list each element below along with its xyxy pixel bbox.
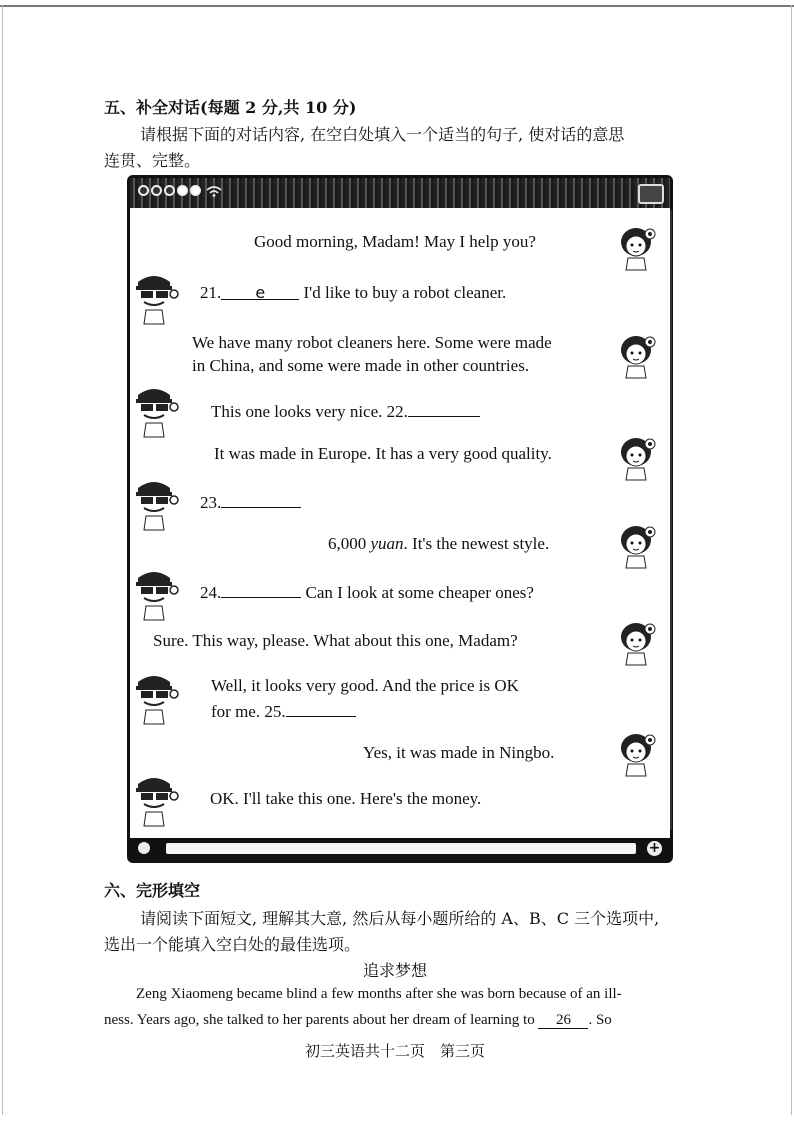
answer-blank-22[interactable] bbox=[408, 400, 480, 417]
dialog-line-3a: We have many robot cleaners here. Some were made bbox=[192, 333, 552, 352]
dialog-line-10a: Well, it looks very good. And the price is OK bbox=[211, 676, 519, 695]
dialog-line-24-rest: Can I look at some cheaper ones? bbox=[305, 583, 534, 602]
passage-line-2 bbox=[104, 1012, 612, 1029]
window-titlebar bbox=[130, 178, 670, 208]
section6-instruction-1: 请阅读下面短文, 理解其大意, 然后从每小题所给的 A、B、C 三个选项中, bbox=[140, 909, 660, 928]
dialog-line-24 bbox=[200, 581, 534, 603]
man-avatar-icon bbox=[134, 383, 180, 439]
dialog-line-7 bbox=[328, 534, 549, 554]
answer-blank-25[interactable] bbox=[286, 700, 356, 717]
page-top-border bbox=[0, 5, 794, 7]
girl-avatar-icon bbox=[612, 520, 664, 570]
dialog-line-23 bbox=[200, 491, 301, 513]
question-number-23: 23. bbox=[200, 493, 222, 512]
man-avatar-icon bbox=[134, 476, 180, 532]
man-avatar-icon bbox=[134, 670, 180, 726]
dialog-line-5: It was made in Europe. It has a very good quality. bbox=[214, 444, 552, 463]
window-close-button[interactable] bbox=[638, 184, 664, 204]
dialog-line-9: Sure. This way, please. What about this one, Madam? bbox=[153, 631, 518, 650]
volume-icon bbox=[138, 842, 150, 854]
plus-icon[interactable]: + bbox=[648, 840, 661, 856]
window-dot-icon bbox=[190, 185, 201, 196]
answer-blank-24[interactable] bbox=[221, 581, 301, 598]
dialog-line-10b-text: for me. 25. bbox=[211, 702, 286, 721]
wifi-icon bbox=[206, 185, 222, 197]
page-footer: 初三英语共十二页 第三页 bbox=[305, 1042, 486, 1060]
question-number-24: 24. bbox=[200, 583, 222, 602]
passage-line-2-end: . So bbox=[588, 1012, 612, 1028]
window-dot-icon bbox=[151, 185, 162, 196]
window-dot-icon bbox=[177, 185, 188, 196]
man-avatar-icon bbox=[134, 566, 180, 622]
progress-track[interactable] bbox=[166, 843, 636, 854]
dialog-line-1: Good morning, Madam! May I help you? bbox=[254, 232, 536, 251]
dialog-line-22-text: This one looks very nice. 22. bbox=[211, 402, 408, 421]
window-dot-icon bbox=[164, 185, 175, 196]
passage-line-1: Zeng Xiaomeng became blind a few months after she was born because of an ill- bbox=[136, 986, 622, 1002]
window-controls bbox=[138, 185, 222, 197]
window-dot-icon bbox=[138, 185, 149, 196]
window-scroll-edge bbox=[670, 210, 672, 830]
section5-heading: 五、补全对话(每题 2 分,共 10 分) bbox=[104, 98, 357, 117]
page-left-border bbox=[2, 5, 3, 1115]
dialog-line-11: Yes, it was made in Ningbo. bbox=[363, 743, 555, 762]
girl-avatar-icon bbox=[612, 330, 664, 380]
cloze-blank-26[interactable]: 26 bbox=[538, 1012, 588, 1029]
price-amount: 6,000 bbox=[328, 534, 371, 553]
price-unit: yuan bbox=[370, 534, 404, 553]
dialog-line-21 bbox=[200, 283, 506, 303]
girl-avatar-icon bbox=[612, 728, 664, 778]
section5-instruction-1: 请根据下面的对话内容, 在空白处填入一个适当的句子, 使对话的意思 bbox=[140, 125, 625, 144]
man-avatar-icon bbox=[134, 772, 180, 828]
passage-title: 追求梦想 bbox=[363, 961, 428, 980]
man-avatar-icon bbox=[134, 270, 180, 326]
girl-avatar-icon bbox=[612, 617, 664, 667]
section5-instruction-2: 连贯、完整。 bbox=[104, 151, 201, 170]
answer-blank-21[interactable]: e bbox=[221, 283, 299, 300]
question-number-21: 21. bbox=[200, 283, 222, 302]
dialog-line-22 bbox=[211, 400, 480, 422]
dialog-line-21-rest: I'd like to buy a robot cleaner. bbox=[303, 283, 507, 302]
page-right-border bbox=[791, 5, 792, 1115]
dialog-line-3b: in China, and some were made in other countries. bbox=[192, 356, 530, 375]
section6-instruction-2: 选出一个能填入空白处的最佳选项。 bbox=[104, 935, 361, 954]
answer-blank-23[interactable] bbox=[221, 491, 301, 508]
dialog-line-10b bbox=[211, 700, 356, 722]
dialog-line-7-rest: . It's the newest style. bbox=[403, 534, 550, 553]
window-statusbar bbox=[130, 838, 670, 860]
girl-avatar-icon bbox=[612, 432, 664, 482]
passage-line-2-text: ness. Years ago, she talked to her parents about her dream of learning to bbox=[104, 1012, 535, 1028]
dialog-line-12: OK. I'll take this one. Here's the money. bbox=[210, 789, 482, 808]
girl-avatar-icon bbox=[612, 222, 664, 272]
section6-heading: 六、完形填空 bbox=[104, 881, 201, 900]
